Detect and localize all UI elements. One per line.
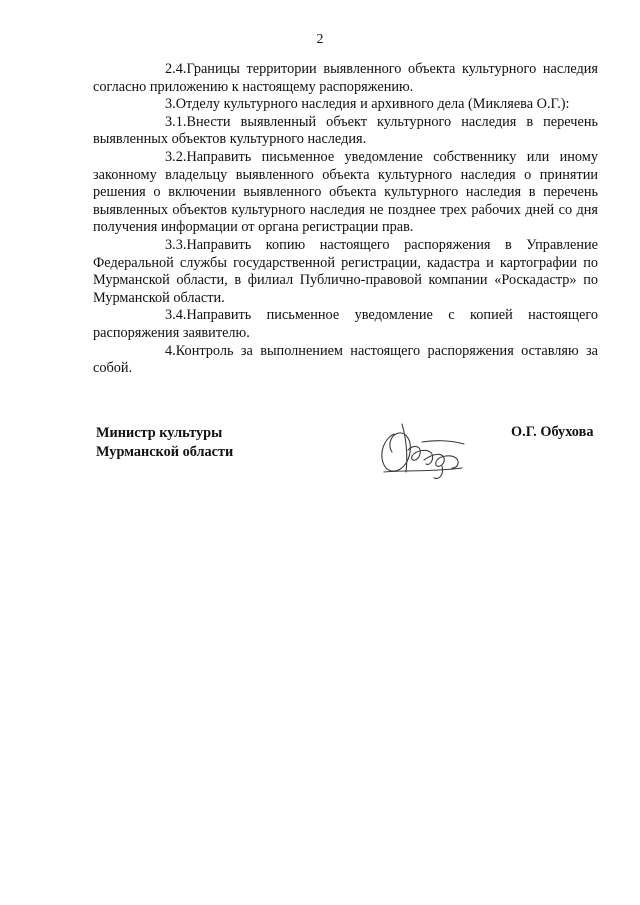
paragraph-number: 4. [165, 342, 176, 359]
signatory-name: О.Г. Обухова [511, 424, 594, 440]
paragraph-number: 3.3. [165, 236, 187, 253]
paragraph-text: Направить письменное уведомление собственнику или иному законному владельцу выявленного объекта культурного наследия о принятии решения о включении выявленного объекта культурного наследия в перечень выявленных объектов культурного наследия не позднее трех рабочих дней со дня получения информации от органа регистрации прав. [93, 148, 598, 236]
document-body [93, 61, 598, 378]
paragraph-3-3 [93, 237, 598, 307]
paragraph-text: Контроль за выполнением настоящего распоряжения оставляю за собой. [93, 342, 598, 377]
paragraph-text: Направить копию настоящего распоряжения в Управление Федеральной службы государственной регистрации, кадастра и картографии по Мурманской области, в филиал Публично-правовой компании «Роскадастр» по Мурманской области. [93, 236, 598, 306]
paragraph-number: 3. [165, 96, 176, 113]
signatory-title-line2: Мурманской области [96, 444, 234, 460]
paragraph-3-1 [93, 114, 598, 149]
paragraph-3 [93, 96, 598, 114]
paragraph-number: 2.4. [165, 61, 187, 77]
paragraph-text: Направить письменное уведомление с копией настоящего распоряжения заявителю. [93, 307, 598, 341]
paragraph-number: 3.2. [165, 148, 187, 165]
page-number: 2 [316, 32, 324, 47]
paragraph-2-4 [93, 61, 598, 96]
paragraph-text: Границы территории выявленного объекта культурного наследия согласно приложению к настоящему распоряжению. [93, 61, 598, 95]
signatory-title-line1: Министр культуры [96, 425, 223, 441]
paragraph-3-4 [93, 307, 598, 342]
signatory-title [96, 424, 233, 462]
paragraph-4 [93, 343, 598, 378]
handwritten-signature [372, 410, 472, 482]
paragraph-3-2 [93, 149, 598, 237]
paragraph-number: 3.4. [165, 307, 187, 324]
paragraph-text: Отделу культурного наследия и архивного дела (Микляева О.Г.): [175, 96, 570, 113]
paragraph-text: Внести выявленный объект культурного наследия в перечень выявленных объектов культурного наследия. [93, 113, 598, 148]
paragraph-number: 3.1. [165, 113, 187, 130]
